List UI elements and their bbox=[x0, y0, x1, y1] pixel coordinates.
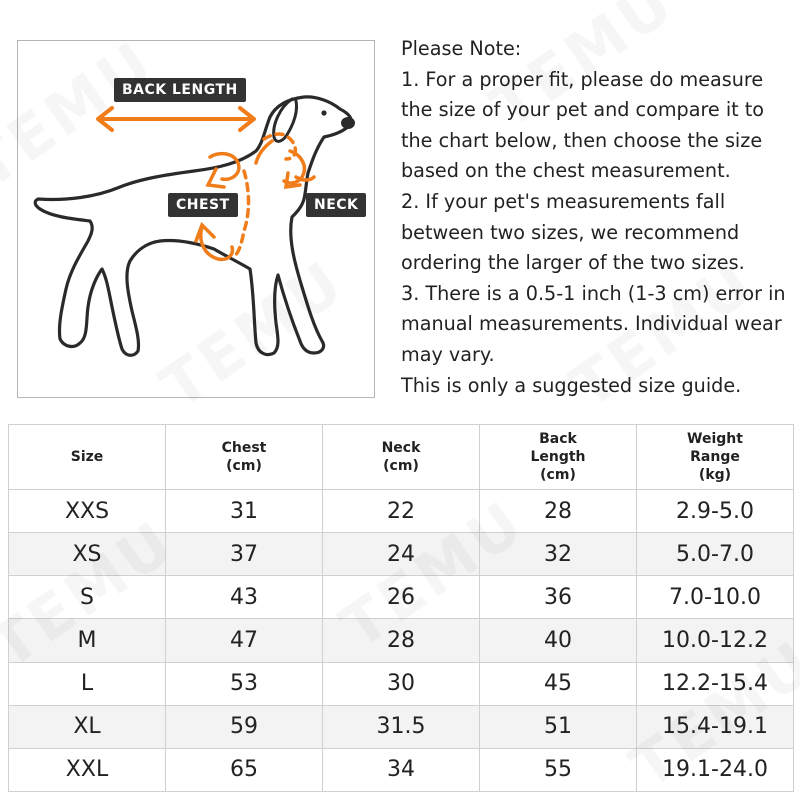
cell-size: S bbox=[9, 576, 166, 619]
cell-size: XXL bbox=[9, 748, 166, 791]
cell-weight-range: 7.0-10.0 bbox=[637, 576, 794, 619]
cell-weight-range: 19.1-24.0 bbox=[637, 748, 794, 791]
cell-back-length: 51 bbox=[480, 705, 637, 748]
table-row bbox=[9, 533, 794, 576]
back-length-arrow-icon bbox=[98, 108, 254, 130]
dog-nose bbox=[341, 117, 355, 129]
neck-measure-loop-icon bbox=[256, 134, 314, 187]
header-chest: Chest (cm) bbox=[166, 425, 323, 490]
size-chart-table bbox=[8, 424, 794, 792]
header-size: Size bbox=[9, 425, 166, 490]
cell-chest: 53 bbox=[166, 662, 323, 705]
cell-neck: 28 bbox=[323, 619, 480, 662]
cell-back-length: 55 bbox=[480, 748, 637, 791]
notes-heading: Please Note: bbox=[401, 37, 522, 60]
cell-chest: 37 bbox=[166, 533, 323, 576]
table-row bbox=[9, 490, 794, 533]
cell-back-length: 40 bbox=[480, 619, 637, 662]
cell-neck: 34 bbox=[323, 748, 480, 791]
back-length-label: BACK LENGTH bbox=[114, 78, 246, 102]
cell-weight-range: 12.2-15.4 bbox=[637, 662, 794, 705]
dog-eye bbox=[321, 110, 326, 115]
cell-neck: 26 bbox=[323, 576, 480, 619]
cell-size: M bbox=[9, 619, 166, 662]
table-row bbox=[9, 748, 794, 791]
cell-weight-range: 2.9-5.0 bbox=[637, 490, 794, 533]
size-notes bbox=[401, 34, 796, 401]
cell-chest: 65 bbox=[166, 748, 323, 791]
cell-chest: 43 bbox=[166, 576, 323, 619]
cell-size: XL bbox=[9, 705, 166, 748]
cell-chest: 31 bbox=[166, 490, 323, 533]
cell-neck: 30 bbox=[323, 662, 480, 705]
neck-label: NECK bbox=[306, 193, 366, 217]
table-row bbox=[9, 662, 794, 705]
notes-item-1: 1. For a proper fit, please do measure the size of your pet and compare it to the chart below, then choose the size based on the chest measurement. bbox=[401, 67, 765, 183]
dog-silhouette bbox=[35, 97, 351, 355]
header-weight-range: Weight Range (kg) bbox=[637, 425, 794, 490]
cell-chest: 59 bbox=[166, 705, 323, 748]
header-neck: Neck (cm) bbox=[323, 425, 480, 490]
cell-weight-range: 10.0-12.2 bbox=[637, 619, 794, 662]
table-row bbox=[9, 705, 794, 748]
table-row bbox=[9, 619, 794, 662]
cell-size: XS bbox=[9, 533, 166, 576]
measurement-diagram bbox=[17, 40, 375, 398]
cell-neck: 31.5 bbox=[323, 705, 480, 748]
cell-size: XXS bbox=[9, 490, 166, 533]
cell-back-length: 36 bbox=[480, 576, 637, 619]
cell-neck: 24 bbox=[323, 533, 480, 576]
chest-label: CHEST bbox=[168, 193, 238, 217]
table-header-row bbox=[9, 425, 794, 490]
notes-item-2: 2. If your pet's measurements fall between two sizes, we recommend ordering the larger of the two sizes. bbox=[401, 189, 745, 275]
notes-item-3: 3. There is a 0.5-1 inch (1-3 cm) error in manual measurements. Individual wear may vary. bbox=[401, 281, 786, 366]
cell-back-length: 28 bbox=[480, 490, 637, 533]
cell-size: L bbox=[9, 662, 166, 705]
cell-neck: 22 bbox=[323, 490, 480, 533]
notes-footer: This is only a suggested size guide. bbox=[401, 373, 742, 397]
cell-back-length: 45 bbox=[480, 662, 637, 705]
cell-weight-range: 15.4-19.1 bbox=[637, 705, 794, 748]
cell-back-length: 32 bbox=[480, 533, 637, 576]
cell-weight-range: 5.0-7.0 bbox=[637, 533, 794, 576]
cell-chest: 47 bbox=[166, 619, 323, 662]
table-row bbox=[9, 576, 794, 619]
header-back-length: Back Length (cm) bbox=[480, 425, 637, 490]
